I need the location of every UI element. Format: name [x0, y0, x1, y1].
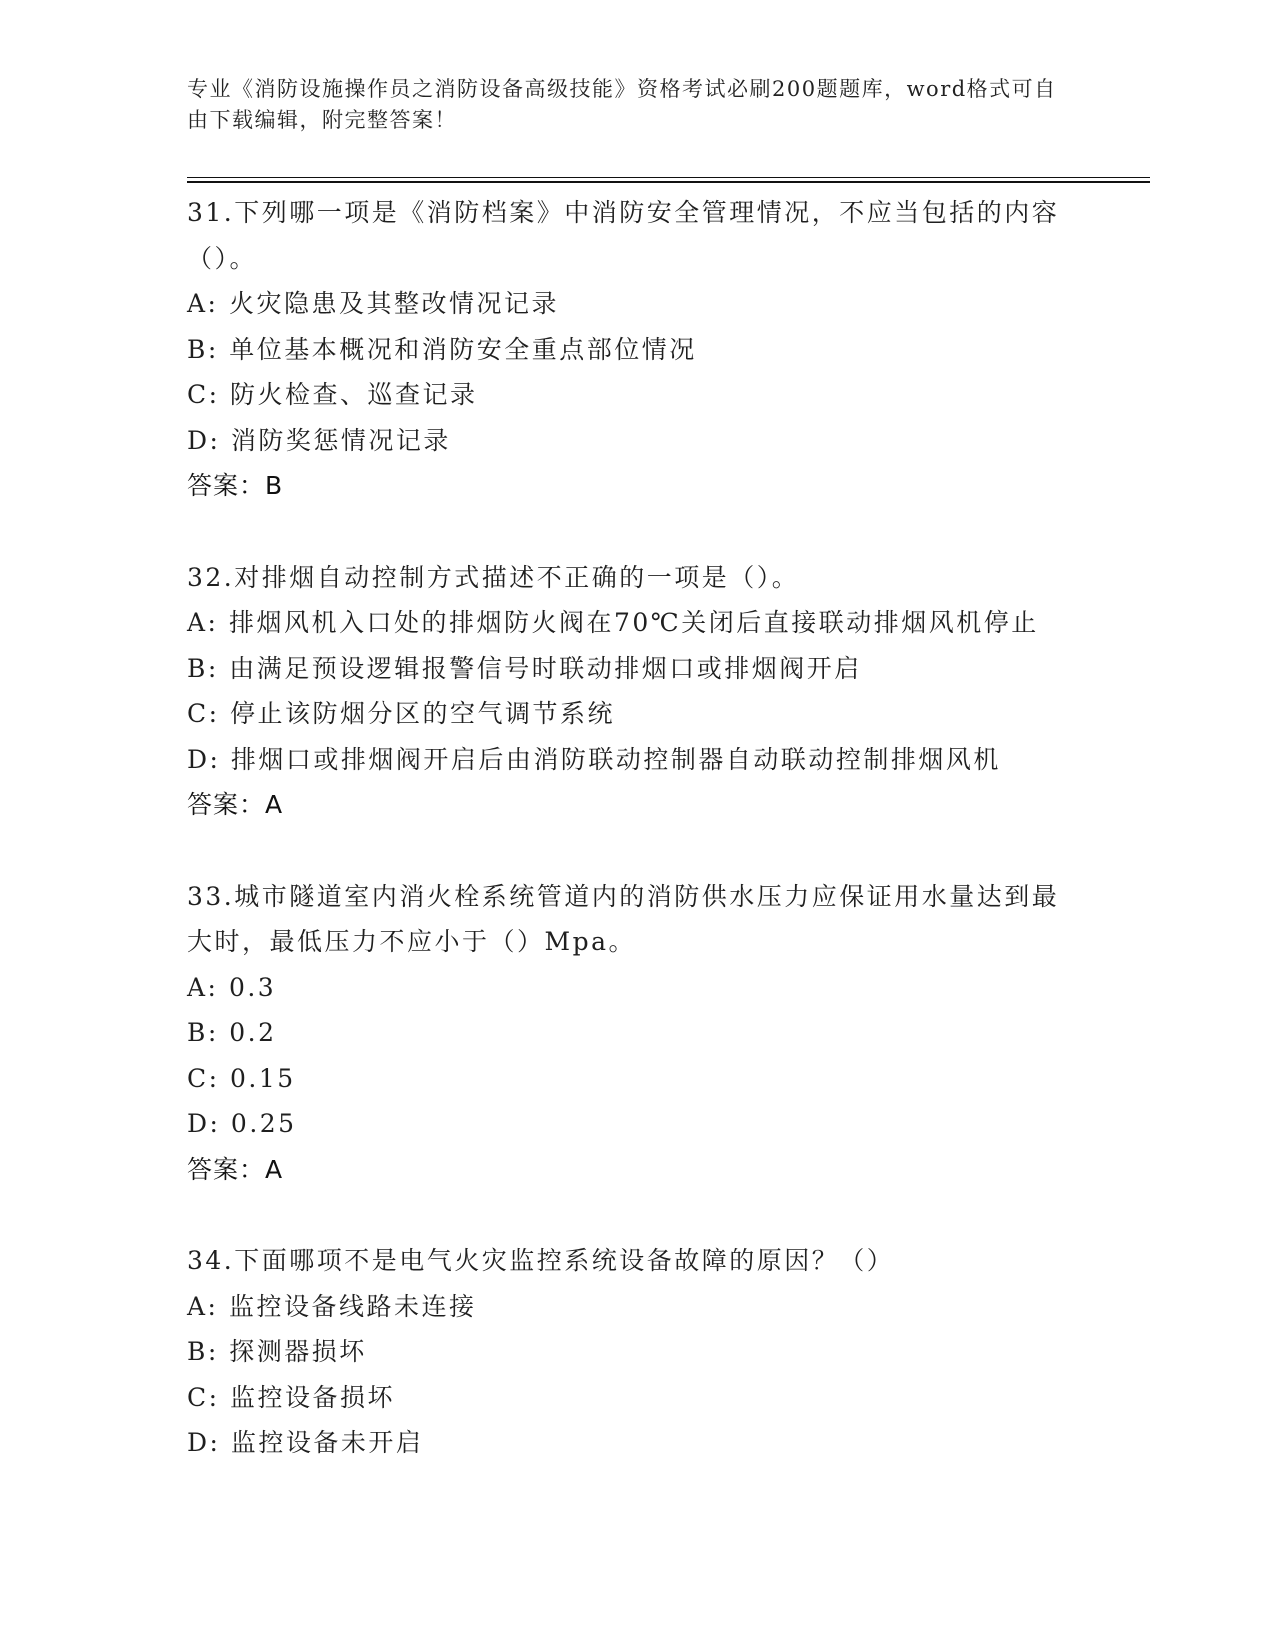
question-33 — [187, 874, 1087, 1193]
option-text: 排烟风机入口处的排烟防火阀在70℃关闭后直接联动排烟风机停止 — [228, 608, 1039, 637]
option-letter: D: — [187, 1109, 221, 1138]
header-divider-thick — [187, 181, 1150, 183]
option-a — [187, 281, 1087, 327]
option-a — [187, 600, 1087, 646]
question-stem: 32.对排烟自动控制方式描述不正确的一项是（）。 — [187, 562, 800, 592]
option-letter: D: — [187, 425, 221, 455]
question-32 — [187, 555, 1087, 828]
option-text: 火灾隐患及其整改情况记录 — [228, 289, 559, 318]
option-letter: D: — [187, 1428, 221, 1457]
answer-line: 答案：A — [187, 1154, 284, 1184]
option-letter: A: — [187, 972, 219, 1002]
option-d — [187, 418, 1087, 464]
option-letter: A: — [187, 1291, 219, 1321]
option-c — [187, 691, 1087, 737]
option-d — [187, 1101, 1087, 1147]
option-letter: B: — [187, 1018, 219, 1047]
question-31 — [187, 190, 1087, 509]
option-letter: A: — [187, 289, 219, 318]
option-text: 监控设备线路未连接 — [228, 1291, 477, 1321]
question-stem: 33.城市隧道室内消火栓系统管道内的消防供水压力应保证用水量达到最大时，最低压力不应小于（）Mpa。 — [187, 881, 1060, 956]
option-text: 0.25 — [230, 1109, 297, 1138]
option-letter: C: — [187, 699, 220, 728]
answer-line: 答案：B — [187, 471, 284, 500]
option-text: 防火检查、巡查记录 — [230, 380, 478, 409]
option-letter: B: — [187, 653, 219, 683]
option-letter: A: — [187, 608, 219, 637]
option-text: 单位基本概况和消防安全重点部位情况 — [229, 334, 697, 364]
option-text: 0.3 — [228, 972, 277, 1002]
question-stem: 34.下面哪项不是电气火灾监控系统设备故障的原因？（） — [187, 1246, 895, 1275]
option-text: 探测器损坏 — [229, 1337, 367, 1366]
answer-line: 答案：A — [187, 790, 284, 819]
option-c — [187, 372, 1087, 418]
option-text: 监控设备未开启 — [230, 1428, 424, 1457]
option-letter: C: — [187, 1382, 220, 1412]
option-d — [187, 1420, 1087, 1466]
option-text: 0.15 — [230, 1063, 296, 1093]
document-header-intro: 专业《消防设施操作员之消防设备高级技能》资格考试必刷200题题库，word格式可自由下载编辑，附完整答案！ — [187, 77, 1057, 132]
option-letter: B: — [187, 334, 219, 364]
option-b — [187, 1329, 1087, 1375]
option-b — [187, 1010, 1087, 1056]
question-list — [187, 190, 1087, 1512]
option-d — [187, 737, 1087, 783]
question-stem: 31.下列哪一项是《消防档案》中消防安全管理情况，不应当包括的内容（）。 — [187, 198, 1060, 273]
option-b — [187, 646, 1087, 692]
option-text: 消防奖惩情况记录 — [230, 425, 451, 455]
option-letter: D: — [187, 744, 221, 774]
option-text: 停止该防烟分区的空气调节系统 — [230, 699, 616, 728]
question-34 — [187, 1238, 1087, 1466]
option-letter: C: — [187, 380, 220, 409]
option-letter: B: — [187, 1337, 219, 1366]
header-divider-thin — [187, 177, 1150, 178]
option-text: 排烟口或排烟阀开启后由消防联动控制器自动联动控制排烟风机 — [230, 744, 1001, 774]
option-text: 监控设备损坏 — [230, 1382, 396, 1412]
option-text: 0.2 — [229, 1018, 277, 1047]
option-text: 由满足预设逻辑报警信号时联动排烟口或排烟阀开启 — [229, 653, 862, 683]
option-a — [187, 1284, 1087, 1330]
option-letter: C: — [187, 1063, 220, 1093]
option-b — [187, 327, 1087, 373]
option-c — [187, 1056, 1087, 1102]
option-c — [187, 1375, 1087, 1421]
option-a — [187, 965, 1087, 1011]
